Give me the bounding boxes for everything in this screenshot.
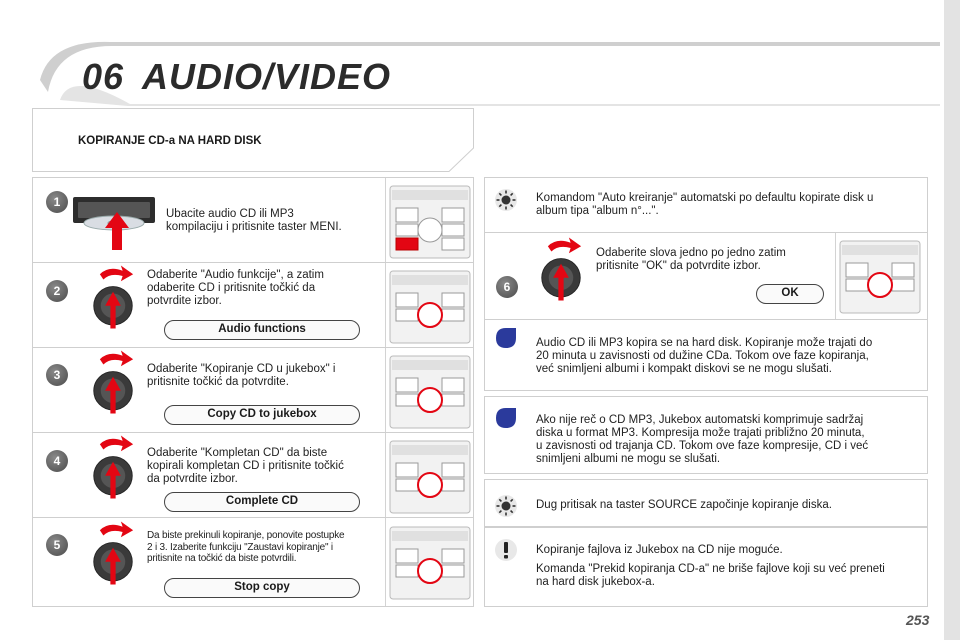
- step-number-3: 3: [46, 364, 68, 386]
- step-number-6: 6: [496, 276, 518, 298]
- tip-auto-create-text: Komandom "Auto kreiranje" automatski po defaultu kopirate disk u album tipa "album n°...".: [536, 192, 874, 217]
- row-divider: [385, 263, 386, 347]
- step-number-1: 1: [46, 191, 68, 213]
- row-divider: [385, 433, 386, 517]
- chapter-title: AUDIO/VIDEO: [142, 56, 392, 97]
- page-number: 253: [906, 612, 930, 628]
- info-bullet-icon: [494, 406, 518, 430]
- rotary-knob-icon: [78, 518, 148, 588]
- step-number-2: 2: [46, 280, 68, 302]
- warning-exclamation-icon: [494, 538, 518, 562]
- step-5-text: Da biste prekinuli kopiranje, ponovite postupke 2 i 3. Izaberite funkciju "Zaustavi kopiranje" i pritisnite na točkić da biste potvrdili.: [147, 530, 345, 564]
- step-1-text: Ubacite audio CD ili MP3 kompilaciju i pritisnite taster MENI.: [166, 208, 342, 233]
- warning-stop-copy-text: Komanda "Prekid kopiranja CD-a" ne briše fajlove koji su već preneti na hard disk jukebox-a.: [536, 563, 885, 588]
- tip-sun-icon: [494, 188, 518, 212]
- radio-panel-menu-icon: [388, 178, 474, 264]
- rotary-knob-icon: [526, 234, 596, 304]
- complete-cd-button[interactable]: Complete CD: [164, 492, 360, 512]
- ok-button[interactable]: OK: [756, 284, 824, 304]
- stop-copy-button[interactable]: Stop copy: [164, 578, 360, 598]
- audio-functions-button[interactable]: Audio functions: [164, 320, 360, 340]
- step-6-text: Odaberite slova jedno po jedno zatim pritisnite "OK" da potvrdite izbor.: [596, 247, 786, 272]
- radio-panel-knob-icon: [388, 433, 474, 519]
- step-4-text: Odaberite "Kompletan CD" da biste kopirali kompletan CD i pritisnite točkić da potvrdite izbor.: [147, 447, 344, 485]
- step-number-5: 5: [46, 534, 68, 556]
- copy-cd-to-jukebox-button[interactable]: Copy CD to jukebox: [164, 405, 360, 425]
- info-copy-duration-text: Audio CD ili MP3 kopira se na hard disk. Kopiranje može trajati do 20 minuta u zavisnosti od dužine CDa. Tokom ove faze kopiranja, već snimljeni albumi i kompakt diskovi se ne mogu slušati.: [536, 337, 873, 375]
- insert-arrow-icon: [102, 210, 132, 252]
- row-divider: [385, 518, 386, 606]
- radio-panel-knob-icon: [838, 233, 924, 319]
- row-divider: [835, 233, 836, 319]
- chapter-number: 06: [82, 56, 125, 97]
- info-bullet-icon: [494, 326, 518, 350]
- tip-source-key-text: Dug pritisak na taster SOURCE započinje kopiranje diska.: [536, 499, 832, 511]
- warning-no-copy-to-cd-text: Kopiranje fajlova iz Jukebox na CD nije moguće.: [536, 544, 783, 556]
- section-title: KOPIRANJE CD-a NA HARD DISK: [78, 135, 262, 147]
- step-number-4: 4: [46, 450, 68, 472]
- row-divider: [385, 348, 386, 432]
- radio-panel-knob-icon: [388, 263, 474, 349]
- radio-panel-knob-icon: [388, 519, 474, 605]
- rotary-knob-icon: [78, 347, 148, 417]
- rotary-knob-icon: [78, 262, 148, 332]
- info-compression-text: Ako nije reč o CD MP3, Jukebox automatski komprimuje sadržaj diska u format MP3. Kompresija može trajati približno 20 minuta, u zavisnosti od trajanja CD. Tokom ove faze kompresije, CD i već snimljeni albumi ne mogu se slušati.: [536, 414, 869, 465]
- rotary-knob-icon: [78, 432, 148, 502]
- radio-panel-knob-icon: [388, 348, 474, 434]
- step-3-text: Odaberite "Kopiranje CD u jukebox" i pritisnite točkić da potvrdite.: [147, 363, 336, 388]
- tip-sun-icon: [494, 494, 518, 518]
- step-2-text: Odaberite "Audio funkcije", a zatim odaberite CD i pritisnite točkić da potvrdite izbor.: [147, 269, 324, 307]
